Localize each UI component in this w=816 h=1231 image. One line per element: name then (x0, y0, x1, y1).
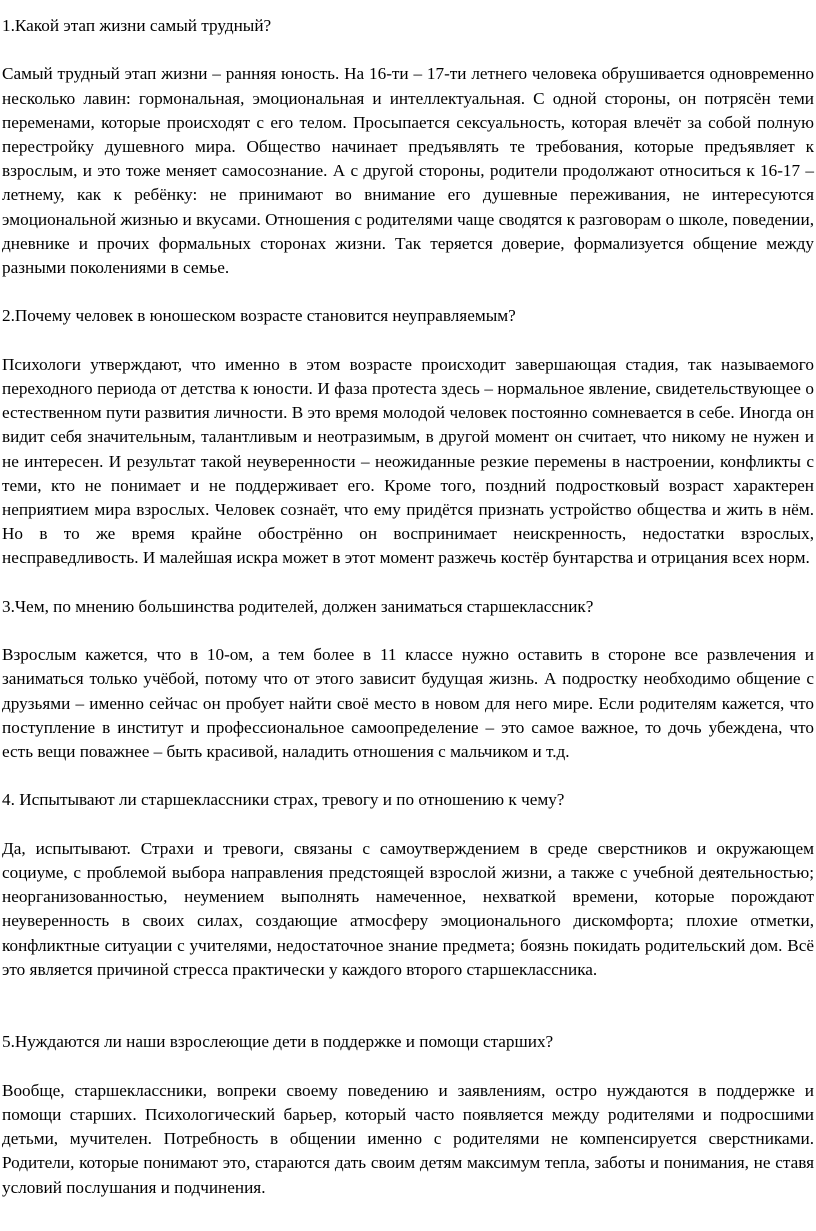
spacer (2, 619, 814, 643)
answer-4: Да, испытывают. Страхи и тревоги, связаны с самоутверждением в среде сверстников и окружающем социуме, с проблемой выбора направления предстоящей взрослой жизни, а также с учебной деятельностью; неорганизованностью, неумением выполнять намеченное, нехваткой времени, которые порождают неуверенность в своих силах, создающие атмосферу эмоционального дискомфорта; плохие отметки, конфликтные ситуации с учителями, недостаточное знание предмета; боязнь покидать родительский дом. Всё это является причиной стресса практически у каждого второго старшеклассника. (2, 838, 814, 979)
spacer (2, 982, 814, 1030)
answer-2: Психологи утверждают, что именно в этом возрасте происходит завершающая стадия, так называемого переходного периода от детства к юности. И фаза протеста здесь – нормальное явление, свидетельствующее о естественном пути развития личности. В это время молодой человек постоянно сомневается в себе. Иногда он видит себя значительным, талантливым и неотразимым, в другой момент он считает, что никому не нужен и не интересен. И результат такой неуверенности – неожиданные резкие перемены в настроении, конфликты с теми, кто не понимает и не поддерживает его. Кроме того, поздний подростковый возраст характерен неприятием мира взрослых. Человек сознаёт, что ему придётся признать устройство общества и жить в нём. Но в то же время крайне обострённо он воспринимает неискренность, недостатки взрослых, несправедливость. И малейшая искра может в этот момент разжечь костёр бунтарства и отрицания всех норм. (2, 354, 814, 568)
answer-3: Взрослым кажется, что в 10-ом, а тем более в 11 классе нужно оставить в стороне все развлечения и заниматься только учёбой, потому что от этого зависит будущая жизнь. А подростку необходимо общение с друзьями – именно сейчас он пробует найти своё место в новом для него мире. Если родителям кажется, что поступление в институт и профессиональное самоопределение – это самое важное, то дочь убеждена, что есть вещи поважнее – быть красивой, наладить отношения с мальчиком и т.д. (2, 645, 814, 762)
spacer (2, 280, 814, 304)
question-1: 1.Какой этап жизни самый трудный? (2, 16, 272, 35)
spacer (2, 813, 814, 837)
spacer (2, 38, 814, 62)
question-2: 2.Почему человек в юношеском возрасте становится неуправляемым? (2, 306, 516, 326)
question-4: 4. Испытывают ли старшеклассники страх, тревогу и по отношению к чему? (2, 790, 565, 810)
spacer (2, 764, 814, 788)
answer-1: Самый трудный этап жизни – ранняя юность. На 16-ти – 17-ти летнего человека обрушивается одновременно несколько лавин: гормональная, эмоциональная и интеллектуальная. С одной стороны, он потрясён теми переменами, которые происходят с его телом. Просыпается сексуальность, которая влечёт за собой полную перестройку душевного мира. Общество начинает предъявлять те требования, которые предъявляет к взрослым, и это тоже меняет самосознание. А с другой стороны, родители продолжают относиться к 16-17 – летнему, как к ребёнку: не принимают во внимание его душевные переживания, не интересуются эмоциональной жизнью и вкусами. Отношения с родителями чаще сводятся к разговорам о школе, поведении, дневнике и прочих формальных сторонах жизни. Так теряется доверие, формализуется общение между разными поколениями в семье. (2, 64, 814, 278)
spacer (2, 571, 814, 595)
question-3: 3.Чем, по мнению большинства родителей, должен заниматься старшеклассник? (2, 596, 594, 616)
question-5: 5.Нуждаются ли наши взрослеющие дети в поддержке и помощи старших? (2, 1032, 554, 1052)
answer-5: Вообще, старшеклассники, вопреки своему поведению и заявлениям, остро нуждаются в поддержке и помощи старших. Психологический барьер, который часто появляется между родителями и подросшими детьми, мучителен. Потребность в общении именно с родителями не компенсируется сверстниками. Родители, которые понимают это, стараются дать своим детям максимум тепла, заботы и понимания, не ставя условий послушания и подчинения. (2, 1080, 814, 1197)
spacer (2, 1055, 814, 1079)
spacer (2, 329, 814, 353)
